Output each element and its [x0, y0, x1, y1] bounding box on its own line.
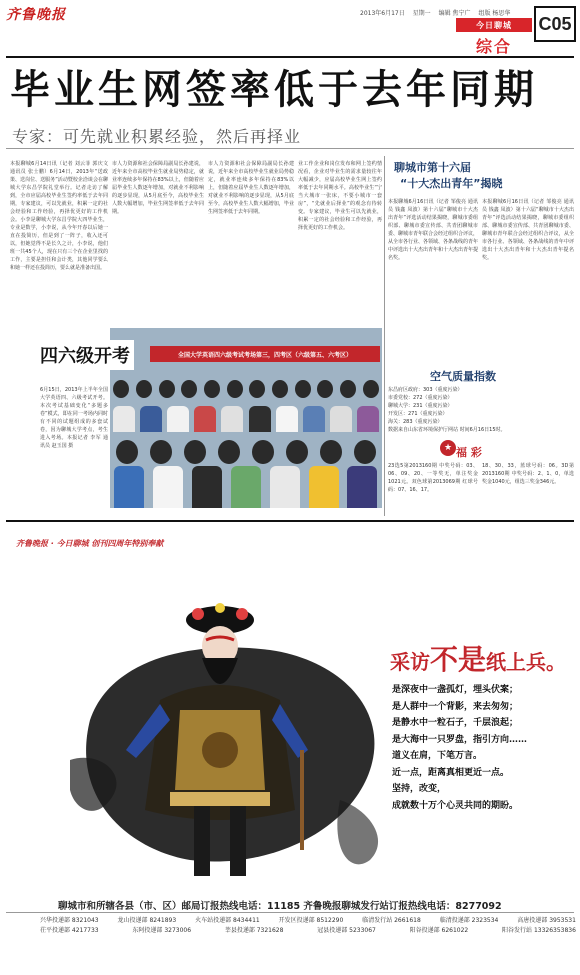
headline-rule — [6, 148, 574, 149]
ad-divider — [6, 520, 574, 522]
column-divider — [384, 156, 385, 516]
lottery-title: 福 彩 — [456, 446, 482, 459]
aq-note: 数据来自山东省环境保护厅网站 时间6月16日15时。 — [388, 427, 506, 433]
page-number: C05 — [534, 6, 576, 42]
branch-item: 临清发行站 2661618 — [362, 917, 421, 924]
aq-row: 海关：283（重度污染） — [388, 419, 443, 425]
youth-title-line2: “十大杰出青年”揭晓 — [400, 177, 503, 190]
youth-title-line1: 聊城市第十六届 — [394, 161, 471, 174]
ad-logo: 齐鲁晚报 · 今日聊城 创刊四周年特别奉献 — [16, 539, 164, 548]
lottery-col1: 23选5第2013160期 中奖号码：03、06、09、20、一等奖无，单注奖金1021元。双色球第2013069期 红球号码：07、16、17。 — [388, 463, 478, 493]
section-subtitle: 综合 — [475, 37, 512, 56]
issue-info — [360, 8, 516, 17]
crowd-heads-back — [110, 380, 382, 398]
slogan-part-3: 纸上兵。 — [486, 650, 567, 674]
photo-caption: 6月15日，2013年上半年全国大学英语四、六级考试开考。本次考试基础变化“多题多卷”模式，即在同一考场内同时有不同的试题组成的多套试卷，因为聊城大学考点，考生进入考场。本报记者 李军 通讯员 赵玉国 摄 — [40, 387, 108, 449]
issue-designer: 组版 杨思华 — [478, 10, 511, 17]
lead-subhead: 专家：可先就业积累经验，然后再择业 — [12, 127, 302, 146]
photo-banner: 全国大学英语四六级考试考场第三，四考区（六级第五、六考区） — [150, 346, 380, 362]
branch-item: 莘县投递部 7321628 — [224, 927, 284, 934]
aq-row: 市委党校：272（重度污染） — [388, 395, 453, 401]
branch-item: 阳谷发行站 13326353836 — [502, 927, 576, 934]
crowd-bodies-front — [110, 466, 382, 508]
poem-line: 坚持，改变， — [392, 784, 447, 794]
issue-weekday: 星期一 — [412, 10, 431, 17]
photo-kicker: 四六级开考 — [36, 340, 134, 370]
poem-line: 成就数十万个心灵共同的期盼。 — [392, 800, 519, 811]
lottery-col2: 18、30、33，蓝球号码：06。3D第2013160期 中奖号码：2、1、0，单选奖金1040元，组选三奖金346元。 — [482, 463, 574, 485]
opera-ink-illustration — [70, 600, 390, 890]
branch-item: 火车站投递部 8434411 — [195, 917, 260, 924]
ad-slogan — [390, 638, 566, 678]
exam-crowd-photo — [110, 328, 382, 508]
ad-poem — [392, 682, 527, 814]
lead-column-3: 业工作企业和岗位发布和网上签约情况看，企业对毕业生的需求量较往年大幅减少，应届高校毕业生网上签约率低于去年同期水平。高校毕业生“宁当大城市一张床，不要小城市一套房”，“先就业后择业”的观念有待转变。专家建议，毕业生可以先就业，积累一定的社会经验和工作经验，再择优更好的工作机会。 — [298, 161, 382, 231]
branch-item: 临清投递部 2323534 — [439, 917, 499, 924]
top-rule — [6, 56, 574, 58]
branch-item: 高唐投递部 3953531 — [517, 917, 576, 924]
lead-headline: 毕业生网签率低于去年同期 — [10, 67, 538, 113]
poem-line: 近一点，距离真相更近一点。 — [392, 767, 510, 778]
poem-line: 道义在肩，下笔万言。 — [392, 751, 483, 761]
issue-date: 2013年6月17日 — [360, 10, 405, 17]
poem-line: 是静水中一粒石子，千层浪起； — [392, 718, 519, 728]
slogan-part-2: 不是 — [430, 643, 487, 676]
lottery-icon: ★ — [440, 440, 456, 456]
slogan-part-1: 采访 — [390, 650, 430, 674]
air-quality-title: 空气质量指数 — [430, 370, 496, 383]
poem-line: 是深夜中一盏孤灯，埋头伏案； — [392, 685, 519, 695]
branch-row-1 — [40, 916, 576, 926]
youth-article-col2: 本报聊城6月16日讯（记者 邹俊亮 通讯员 钱鑫 凤波）第十六届“聊城市十大杰出青年”评选活动结果揭晓，聊城市委组织部、聊城市委宣传部、共青团聊城市委、聊城市青年联合会经过组织合评议，从全市各行业、各领域、各条战线的青年中评选出十大杰出青年和十大杰出青年提名奖。 — [482, 199, 574, 261]
poem-line: 是人群中一个背影，来去匆匆； — [392, 701, 519, 712]
aq-row: 东昌府区政府：303（重度污染） — [388, 387, 463, 393]
crowd-heads-front — [110, 440, 382, 464]
bottom-rule — [6, 912, 574, 913]
issue-editor: 编辑 焦宁广 — [438, 10, 471, 17]
branch-item: 茌平投递部 4217733 — [40, 927, 99, 934]
branch-item: 龙山投递部 8241893 — [117, 917, 177, 924]
subscription-hotline: 聊城市和所辖各县（市、区）邮局订报热线电话：11185 齐鲁晚报聊城发行站订报热线电话：8277092 — [58, 901, 502, 912]
aq-row: 开发区：271（重度污染） — [388, 411, 448, 417]
section-tag: 今日聊城 — [456, 18, 532, 32]
crowd-bodies-back — [110, 406, 382, 432]
branch-item: 东阿投递部 3273006 — [132, 927, 192, 934]
poem-line: 是大海中一只罗盘，指引方向…… — [392, 734, 528, 745]
branch-item: 阳谷投递部 6261022 — [409, 927, 469, 934]
branch-item: 冠县投递部 5233067 — [317, 927, 376, 934]
branch-row-2 — [40, 926, 576, 936]
lead-column-2: 市人力资源和社会保障局副局长孙建说，近年来全市高校毕业生就业局势稳定，就业率连续多年保持在83%以上，但随着应届毕业生人数逐年增加，对就业不利影响的逐步显现，从5月底至今，高校毕业生人数大幅增加，毕业生网签率低于去年同期。 — [112, 161, 204, 215]
youth-article-col1: 本报聊城6月16日讯（记者 邹俊亮 通讯员 钱鑫 凤波）第十六届“聊城市十大杰出青年”评选活动结果揭晓，聊城市委组织部、聊城市委宣传部、共青团聊城市委、聊城市青年联合会经过组织合评议，从全市各行业、各领域、各条战线的青年中评选出十大杰出青年和十大杰出青年提名奖。 — [388, 199, 478, 261]
aq-row: 聊城大学：231（重度污染） — [388, 403, 453, 409]
lead-column-1: 本报聊城6月14日讯（记者 刘云菲 郭庆文 通讯员 张士鹏）6月14日，2013年“送政策、送岗位、送服务”活动暨校企洽谈会在聊城大学东昌学院礼堂举行。记者走访了解到，全市应届高校毕业生签约率低于去年同期，专家建议，可以先就业，积累一定的社会经验和工作经验，再择优更好的工作机会。小李是聊城大学东昌学院大四毕业生，专业是数学，小李说，从今年开春以后她一直在投简历，但是到了一阵子，收入还可以，但她觉得不是长久之计，小李说，他们班一共45个人，现在只有三个在企业里找的工作，主要是担任和会计类，其他同学要么和她一样还在投简历，要么就是准备出国。 — [10, 161, 108, 271]
lead-column-2b: 市人力资源和社会保障局副局长孙建说，近年来全市高校毕业生就业局势稳定，就业率连续多年保持在83%以上，但随着应届毕业生人数逐年增加，对就业不利影响的逐步显现，从5月底至今，高校毕业生人数大幅增加，毕业生网签率低于去年同期。 — [208, 161, 294, 215]
air-quality-list — [388, 386, 574, 434]
delivery-branches — [40, 916, 576, 936]
branch-item: 开发区投递部 8512290 — [278, 917, 344, 924]
newspaper-logo: 齐鲁晚报 — [6, 7, 66, 23]
branch-item: 兴华投递部 8321043 — [40, 917, 99, 924]
